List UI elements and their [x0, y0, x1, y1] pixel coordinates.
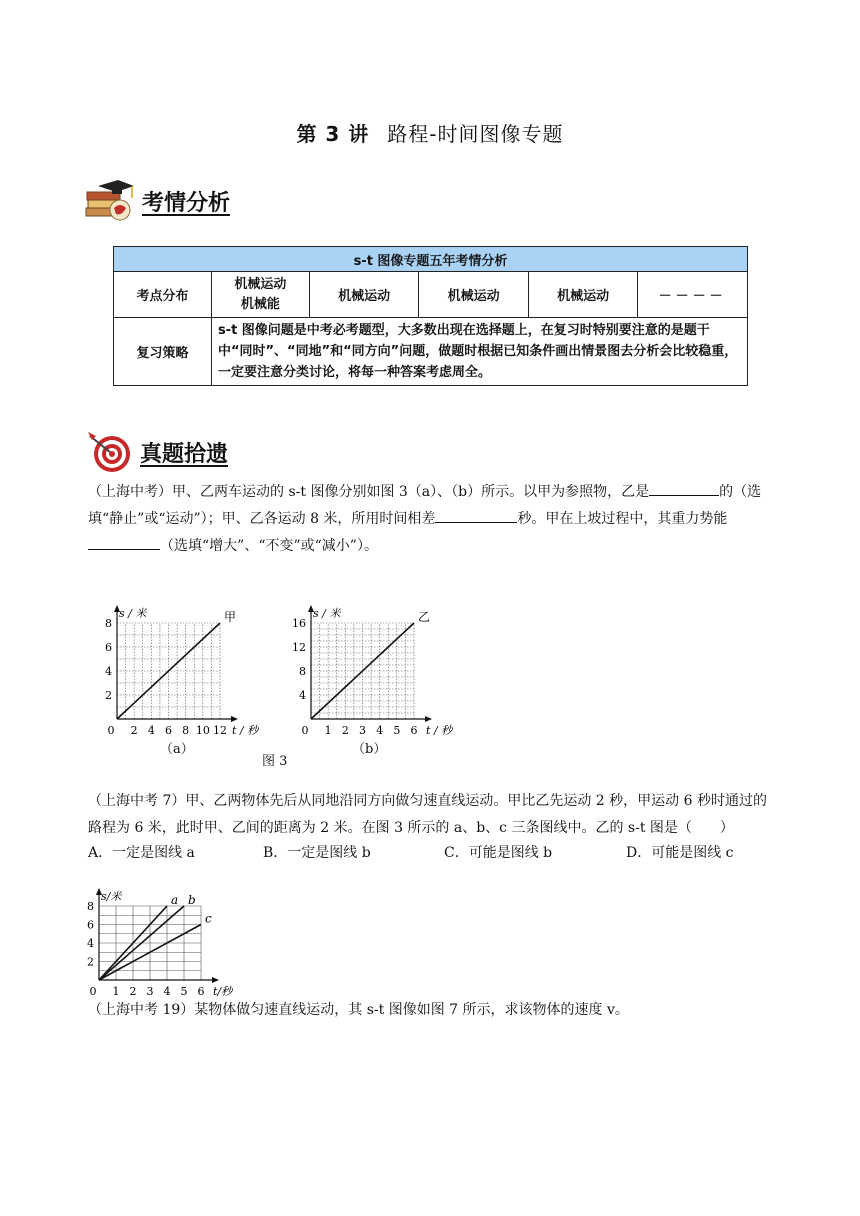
question-1-text: （选填“增大”、“不变”或“减小”）。: [160, 538, 378, 554]
series-label-a: a: [171, 893, 179, 907]
figure-caption: 图 3: [262, 754, 288, 769]
option-c[interactable]: C．可能是图线 b: [444, 845, 553, 861]
table-cell: 机械运动: [419, 272, 528, 318]
books-graduation-cap-icon: [84, 178, 136, 224]
table-cell: 机械运动: [528, 272, 637, 318]
x-axis-label: t / 秒: [232, 724, 259, 735]
x-tick-label: 3: [359, 724, 366, 735]
question-1-text: （上海中考）甲、乙两车运动的 s-t 图像分别如图 3（a）、（b）所示。以甲为参照物，乙是: [88, 484, 650, 500]
question-1: [88, 479, 780, 560]
question-1-text: 的（选填“静止”或“运动”）；甲、乙各运动 8 米，所用时间相差: [88, 484, 762, 527]
y-tick-label: 16: [292, 617, 306, 630]
y-tick-label: 8: [299, 665, 306, 678]
series-label-乙: 乙: [418, 610, 431, 624]
option-b[interactable]: B．一定是图线 b: [263, 845, 371, 861]
y-tick-label: 4: [105, 665, 112, 678]
y-tick-label: 2: [105, 689, 112, 702]
question-2: （上海中考 7）甲、乙两物体先后从同地沿同方向做匀速直线运动。甲比乙先运动 2 秒，甲运动 6 秒时通过的路程为 6 米，此时甲、乙间的距离为 2 米。在图 3 所示的 a、b、c 三条图线中。乙的 s-t 图是（ ）: [88, 793, 767, 836]
x-tick-label: 5: [393, 724, 401, 735]
x-tick-label: 8: [182, 724, 190, 735]
x-tick-label: 4: [163, 985, 171, 998]
x-tick-label: 0: [107, 724, 115, 735]
y-tick-label: 6: [87, 918, 94, 932]
y-axis-label: s / 米: [313, 607, 341, 620]
y-tick-label: 12: [292, 641, 306, 654]
series-label-c: c: [205, 911, 212, 926]
x-tick-label: 10: [195, 724, 210, 735]
question-3: （上海中考 19）某物体做匀速直线运动，其 s-t 图像如图 7 所示，求该物体的速度 v。: [88, 1002, 629, 1018]
answer-blank[interactable]: [435, 508, 517, 523]
analysis-table: [113, 246, 748, 386]
figure-b-label: （b）: [352, 742, 387, 757]
x-tick-label: 2: [341, 724, 349, 735]
y-axis-label: s/米: [101, 890, 122, 903]
figure-a-label: （a）: [160, 742, 194, 757]
x-tick-label: 2: [130, 724, 138, 735]
x-tick-label: 6: [410, 724, 418, 735]
table-header: s-t 图像专题五年考情分析: [114, 247, 748, 272]
chart-c: [82, 866, 242, 998]
section-title-analysis: 考情分析: [142, 190, 231, 216]
y-axis-label: s / 米: [119, 607, 147, 620]
x-tick-label: 3: [146, 985, 154, 998]
section-title-questions: 真题拾遗: [140, 441, 229, 467]
question-1-text: 秒。甲在上坡过程中，其重力势能: [517, 511, 728, 527]
answer-blank[interactable]: [649, 481, 719, 496]
series-label-甲: 甲: [224, 610, 237, 624]
x-axis-label: t / 秒: [426, 724, 453, 735]
x-tick-label: 2: [129, 985, 137, 998]
x-tick-label: 6: [197, 985, 205, 998]
table-cell: 机械运动: [309, 272, 418, 318]
table-cell: －－－－: [638, 272, 748, 318]
table-cell: 机械运动 机械能: [211, 272, 309, 318]
x-tick-label: 1: [324, 724, 332, 735]
table-strategy-text: s-t 图像问题是中考必考题型，大多数出现在选择题上，在复习时特别要注意的是题干中“同时”、“同地”和“同方向”问题，做题时根据已知条件画出情景图去分析会比较稳重，一定要注意分类讨论，将每一种答案考虑周全。: [211, 318, 747, 386]
answer-blank[interactable]: [88, 535, 160, 550]
x-tick-label: 0: [89, 985, 97, 998]
page-title: [0, 118, 860, 147]
lecture-topic: 路程-时间图像专题: [387, 122, 564, 146]
x-tick-label: 1: [112, 985, 120, 998]
table-row-label-distribution: 考点分布: [114, 272, 212, 318]
section-header-analysis: [84, 178, 230, 224]
chart-b: [290, 600, 460, 735]
y-tick-label: 8: [87, 900, 94, 913]
x-tick-label: 0: [301, 724, 309, 735]
table-row-label-strategy: 复习策略: [114, 318, 212, 386]
x-tick-label: 5: [180, 985, 188, 998]
x-tick-label: 6: [165, 724, 172, 735]
lecture-number: 第 3 讲: [296, 122, 370, 146]
y-tick-label: 4: [87, 937, 94, 950]
x-axis-arrow: [425, 716, 432, 722]
option-d[interactable]: D．可能是图线 c: [626, 845, 734, 861]
y-tick-label: 6: [105, 641, 112, 654]
section-header-questions: [86, 430, 228, 474]
target-dart-icon: [86, 430, 134, 474]
x-tick-label: 4: [147, 724, 155, 735]
series-label-b: b: [188, 893, 196, 907]
option-a[interactable]: A．一定是图线 a: [88, 845, 195, 861]
x-axis-arrow: [212, 977, 219, 983]
x-axis-arrow: [231, 716, 238, 722]
y-tick-label: 2: [87, 955, 94, 969]
y-tick-label: 4: [299, 689, 306, 702]
x-tick-label: 12: [213, 724, 227, 735]
x-tick-label: 4: [376, 724, 384, 735]
chart-a: [100, 600, 270, 735]
y-tick-label: 8: [105, 617, 112, 630]
x-axis-label: t/秒: [213, 985, 233, 998]
